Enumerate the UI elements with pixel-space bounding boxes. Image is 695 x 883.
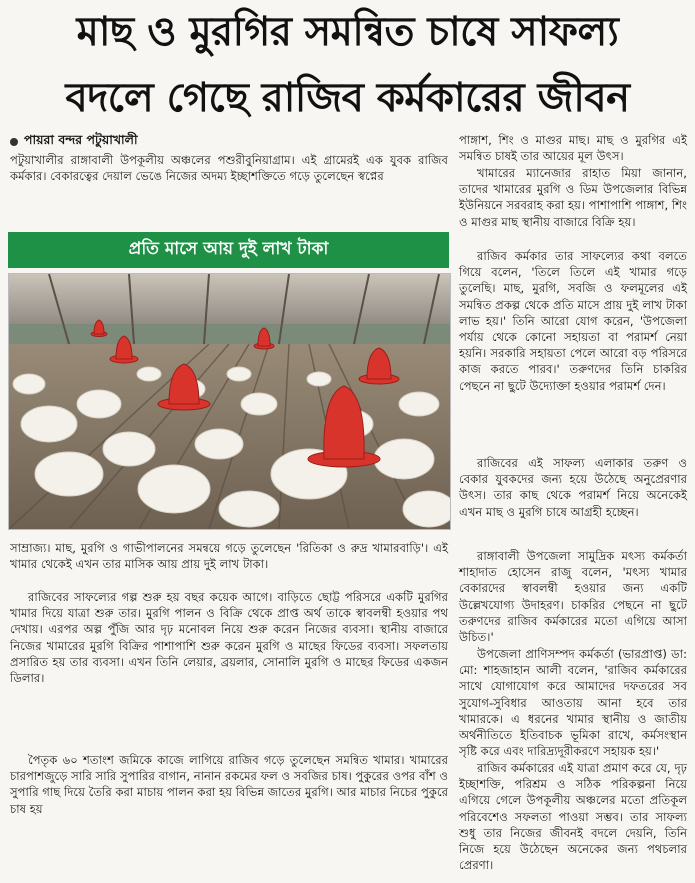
left-paragraph-1: সাম্রাজ্য। মাছ, মুরগি ও গাভীপালনের সমন্বয়ে গড়ে তুলেছেন 'রিতিকা ও রুদ্র খামারবাড়ি'। এই খামার থেকেই এখন তার মাসিক আয় প্রায় দুই লাখ টাকা।	[10, 541, 448, 572]
left-paragraph-2: রাজিবের সাফল্যের গল্প শুরু হয় বছর কয়েক আগে। বাড়িতে ছোট্ট পরিসরে একটি মুরগির খামার দিয়ে যাত্রা শুরু তার। মুরগি পালন ও বিক্রি থেকে প্রাপ্ত অর্থ তাকে স্বাবলম্বী হওয়ার পথ দেখায়। এরপর অল্প পুঁজি আর দৃঢ় মনোবল নিয়ে শুরু করেন নিজের ব্যবসা। স্থানীয় বাজারে নিজের খামারের মুরগি বিক্রির পাশাপাশি শুরু করেন মুরগি ও মাছের ফিডের ব্যবসা। সফলতায় প্রসারিত হয় তার ব্যবসা। এখন তিনি লেয়ার, ব্রয়লার, সোনালি মুরগি ও মাছের ফিডের একজন ডিলার।	[10, 590, 448, 686]
right-paragraph-2: রাজিব কর্মকার তার সাফল্যের কথা বলতে গিয়ে বলেন, 'তিলে তিলে এই খামার গড়ে তুলেছি। মাছ, মুরগি, সবজি ও ফলমূলের এই সমন্বিত প্রকল্প থেকে প্রতি মাসে প্রায় দুই লাখ টাকা লাভ হয়।' তিনি আরো যোগ করেন, 'উপজেলা পর্যায় থেকে কোনো সহায়তা বা পরামর্শ নেয়া হয়নি। সরকারি সহায়তা পেলে আরো বড় পরিসরে কাজ করতে পারব।' তরুণদের তিনি চাকরির পেছনে না ছুটে উদ্যোক্তা হওয়ার পরামর্শ দেন।	[459, 249, 687, 393]
left-intro-paragraph: পটুয়াখালীর রাঙ্গাবালী উপকূলীয় অঞ্চলের পশুরীবুনিয়াগ্রাম। এই গ্রামেরই এক যুবক রাজিব কর্মকার। বেকারত্বের দেয়াল ভেঙে নিজের অদম্য ইচ্ছাশক্তিতে গড়ে তুলেছেন স্বপ্নের	[10, 153, 448, 184]
poultry-farm-photo	[8, 273, 451, 530]
byline-text: পায়রা বন্দর পটুয়াখালী	[24, 132, 138, 147]
right-paragraph-0: পাঙ্গাশ, শিং ও মাগুর মাছ। মাছ ও মুরগির এই সমন্বিত চাষই তার আয়ের মূল উৎস।	[459, 133, 687, 164]
right-paragraph-6: রাজিব কর্মকারের এই যাত্রা প্রমাণ করে যে, দৃঢ় ইচ্ছাশক্তি, পরিশ্রম ও সঠিক পরিকল্পনা নিয়ে এগিয়ে গেলে উপকূলীয় অঞ্চলের মতো প্রতিকূল পরিবেশেও সফলতা পাওয়া সম্ভব। তার সাফল্য শুধু তার নিজের জীবনই বদলে দেয়নি, তিনি নিজে হয়ে উঠেছেন অনেকের জন্য পথচলার প্রেরণা।	[459, 761, 687, 873]
left-paragraph-3: পৈতৃক ৬০ শতাংশ জমিকে কাজে লাগিয়ে রাজিব গড়ে তুলেছেন সমন্বিত খামার। খামারের চারপাশজুড়ে সারি সারি সুপারির বাগান, নানান রকমের ফল ও সবজির চাষ। পুকুরের ওপর বাঁশ ও সুপারি গাছ দিয়ে তৈরি করা মাচায় পালন করা হয় বিভিন্ন জাতের মুরগি। আর মাচার নিচের পুকুরে চাষ হয়	[10, 753, 448, 816]
subheading-banner: প্রতি মাসে আয় দুই লাখ টাকা	[8, 232, 449, 268]
headline-line-2: বদলে গেছে রাজিব কর্মকারের জীবন	[65, 75, 630, 121]
right-paragraph-4: রাঙ্গাবালী উপজেলা সামুদ্রিক মৎস্য কর্মকর্তা শাহাদাত হোসেন রাজু বলেন, 'মৎস্য খামার বেকারদের স্বাবলম্বী হওয়ার জন্য একটি উল্লেখযোগ্য উদাহরণ। চাকরির পেছনে না ছুটে তরুণদের রাজিব কর্মকারের মতো এগিয়ে আসা উচিত।'	[459, 549, 687, 645]
headline-line-1: মাছ ও মুরগির সমন্বিত চাষে সাফল্য	[76, 9, 619, 55]
right-paragraph-5: উপজেলা প্রাণিসম্পদ কর্মকর্তা (ভারপ্রাপ্ত) ডা: মো: শাহজাহান আলী বলেন, 'রাজিব কর্মকারের সাথে যোগাযোগ করে আমাদের দফতরের সব সুযোগ-সুবিধার আওতায় আনা হবে তার খামারকে। এ ধরনের খামার স্থানীয় ও জাতীয় অর্থনীতিতে ইতিবাচক ভূমিকা রাখে, কর্মসংস্থান সৃষ্টি করে এবং দারিদ্র্যদূরীকরণে সহায়ক হয়।'	[459, 647, 687, 759]
right-paragraph-1: খামারের ম্যানেজার রাহাত মিয়া জানান, তাদের খামারের মুরগি ও ডিম উপজেলার বিভিন্ন ইউনিয়নে সরবরাহ করা হয়। পাশাপাশি পাঙ্গাশ, শিং ও মাগুর মাছ স্থানীয় বাজারে বিক্রি হয়।	[459, 166, 687, 229]
right-paragraph-3: রাজিবের এই সাফল্য এলাকার তরুণ ও বেকার যুবকদের জন্য হয়ে উঠেছে অনুপ্রেরণার উৎস। তার কাছ থেকে পরামর্শ নিয়ে অনেকেই এখন মাছ ও মুরগি চাষে আগ্রহী হচ্ছেন।	[459, 456, 687, 519]
byline	[10, 132, 138, 152]
bullet-icon	[10, 138, 18, 146]
